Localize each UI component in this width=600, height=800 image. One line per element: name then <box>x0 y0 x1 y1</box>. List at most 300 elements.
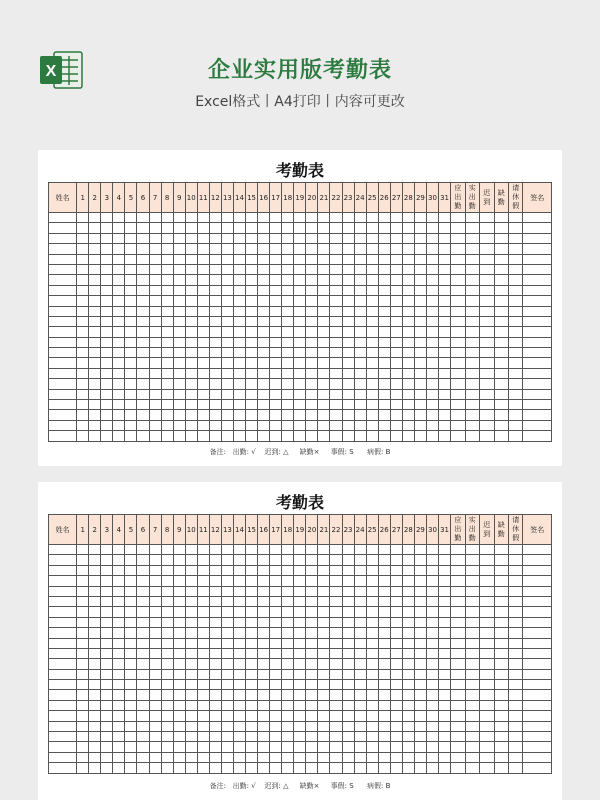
table-cell[interactable] <box>465 358 479 368</box>
table-cell[interactable] <box>402 223 414 233</box>
table-cell[interactable] <box>77 358 89 368</box>
table-cell[interactable] <box>366 763 378 773</box>
table-cell[interactable] <box>480 306 494 316</box>
table-cell[interactable] <box>49 700 77 710</box>
table-cell[interactable] <box>523 659 552 669</box>
table-cell[interactable] <box>113 763 125 773</box>
table-cell[interactable] <box>101 545 113 555</box>
table-cell[interactable] <box>173 316 185 326</box>
table-cell[interactable] <box>137 545 149 555</box>
table-cell[interactable] <box>402 431 414 441</box>
table-cell[interactable] <box>426 285 438 295</box>
table-cell[interactable] <box>330 752 342 762</box>
table-cell[interactable] <box>378 607 390 617</box>
table-cell[interactable] <box>185 306 197 316</box>
table-cell[interactable] <box>209 306 221 316</box>
table-cell[interactable] <box>258 680 270 690</box>
table-cell[interactable] <box>101 431 113 441</box>
table-cell[interactable] <box>318 296 330 306</box>
table-cell[interactable] <box>258 389 270 399</box>
table-cell[interactable] <box>113 420 125 430</box>
table-cell[interactable] <box>426 576 438 586</box>
table-cell[interactable] <box>508 690 522 700</box>
table-cell[interactable] <box>282 576 294 586</box>
table-cell[interactable] <box>439 327 451 337</box>
table-cell[interactable] <box>270 420 282 430</box>
table-cell[interactable] <box>197 400 209 410</box>
table-cell[interactable] <box>294 379 306 389</box>
table-cell[interactable] <box>197 223 209 233</box>
table-cell[interactable] <box>426 400 438 410</box>
table-cell[interactable] <box>342 752 354 762</box>
table-cell[interactable] <box>523 763 552 773</box>
table-cell[interactable] <box>390 213 402 223</box>
table-cell[interactable] <box>77 711 89 721</box>
table-cell[interactable] <box>294 264 306 274</box>
table-cell[interactable] <box>77 420 89 430</box>
table-cell[interactable] <box>246 545 258 555</box>
table-cell[interactable] <box>197 306 209 316</box>
table-cell[interactable] <box>523 358 552 368</box>
table-cell[interactable] <box>294 700 306 710</box>
table-cell[interactable] <box>439 680 451 690</box>
table-cell[interactable] <box>508 628 522 638</box>
table-cell[interactable] <box>77 410 89 420</box>
table-cell[interactable] <box>246 721 258 731</box>
table-cell[interactable] <box>125 596 137 606</box>
table-cell[interactable] <box>294 565 306 575</box>
table-cell[interactable] <box>294 348 306 358</box>
table-cell[interactable] <box>414 327 426 337</box>
table-cell[interactable] <box>378 659 390 669</box>
table-cell[interactable] <box>137 275 149 285</box>
table-cell[interactable] <box>209 607 221 617</box>
table-cell[interactable] <box>402 545 414 555</box>
table-cell[interactable] <box>77 586 89 596</box>
table-cell[interactable] <box>465 306 479 316</box>
table-cell[interactable] <box>330 431 342 441</box>
table-cell[interactable] <box>49 659 77 669</box>
table-cell[interactable] <box>494 721 508 731</box>
table-cell[interactable] <box>465 596 479 606</box>
table-cell[interactable] <box>125 233 137 243</box>
table-cell[interactable] <box>318 275 330 285</box>
table-cell[interactable] <box>270 400 282 410</box>
table-cell[interactable] <box>49 732 77 742</box>
table-cell[interactable] <box>390 337 402 347</box>
table-cell[interactable] <box>149 669 161 679</box>
table-cell[interactable] <box>161 690 173 700</box>
table-cell[interactable] <box>318 576 330 586</box>
table-cell[interactable] <box>439 669 451 679</box>
table-cell[interactable] <box>209 628 221 638</box>
table-cell[interactable] <box>221 721 233 731</box>
table-cell[interactable] <box>480 752 494 762</box>
table-cell[interactable] <box>294 233 306 243</box>
table-cell[interactable] <box>354 264 366 274</box>
table-cell[interactable] <box>508 711 522 721</box>
table-cell[interactable] <box>523 586 552 596</box>
table-cell[interactable] <box>451 586 465 596</box>
table-cell[interactable] <box>89 732 101 742</box>
table-cell[interactable] <box>197 700 209 710</box>
table-cell[interactable] <box>233 264 245 274</box>
table-cell[interactable] <box>306 285 318 295</box>
table-cell[interactable] <box>451 700 465 710</box>
table-cell[interactable] <box>508 700 522 710</box>
table-cell[interactable] <box>258 565 270 575</box>
table-cell[interactable] <box>354 400 366 410</box>
table-cell[interactable] <box>258 410 270 420</box>
table-cell[interactable] <box>465 638 479 648</box>
table-cell[interactable] <box>390 628 402 638</box>
table-cell[interactable] <box>390 742 402 752</box>
table-cell[interactable] <box>439 690 451 700</box>
table-cell[interactable] <box>258 752 270 762</box>
table-cell[interactable] <box>270 596 282 606</box>
table-cell[interactable] <box>49 680 77 690</box>
table-cell[interactable] <box>402 213 414 223</box>
table-cell[interactable] <box>330 721 342 731</box>
table-cell[interactable] <box>185 431 197 441</box>
table-cell[interactable] <box>330 389 342 399</box>
table-cell[interactable] <box>508 213 522 223</box>
table-cell[interactable] <box>258 721 270 731</box>
table-cell[interactable] <box>173 223 185 233</box>
table-cell[interactable] <box>149 244 161 254</box>
table-cell[interactable] <box>390 555 402 565</box>
table-cell[interactable] <box>89 264 101 274</box>
table-cell[interactable] <box>402 316 414 326</box>
table-cell[interactable] <box>494 628 508 638</box>
table-cell[interactable] <box>185 223 197 233</box>
table-cell[interactable] <box>233 545 245 555</box>
table-cell[interactable] <box>270 264 282 274</box>
table-cell[interactable] <box>221 337 233 347</box>
table-cell[interactable] <box>426 711 438 721</box>
table-cell[interactable] <box>508 763 522 773</box>
table-cell[interactable] <box>282 213 294 223</box>
table-cell[interactable] <box>523 732 552 742</box>
table-cell[interactable] <box>282 690 294 700</box>
table-cell[interactable] <box>101 233 113 243</box>
table-cell[interactable] <box>414 296 426 306</box>
table-cell[interactable] <box>233 368 245 378</box>
table-cell[interactable] <box>149 223 161 233</box>
table-cell[interactable] <box>402 254 414 264</box>
table-cell[interactable] <box>414 431 426 441</box>
table-cell[interactable] <box>378 400 390 410</box>
table-cell[interactable] <box>221 348 233 358</box>
table-cell[interactable] <box>426 254 438 264</box>
table-cell[interactable] <box>366 700 378 710</box>
table-cell[interactable] <box>330 617 342 627</box>
table-cell[interactable] <box>258 337 270 347</box>
table-cell[interactable] <box>426 555 438 565</box>
table-cell[interactable] <box>439 254 451 264</box>
table-cell[interactable] <box>294 596 306 606</box>
table-cell[interactable] <box>494 711 508 721</box>
table-cell[interactable] <box>390 711 402 721</box>
table-cell[interactable] <box>233 233 245 243</box>
table-cell[interactable] <box>246 431 258 441</box>
table-cell[interactable] <box>77 680 89 690</box>
table-cell[interactable] <box>270 607 282 617</box>
table-cell[interactable] <box>149 617 161 627</box>
table-cell[interactable] <box>465 732 479 742</box>
table-cell[interactable] <box>221 545 233 555</box>
table-cell[interactable] <box>402 721 414 731</box>
table-cell[interactable] <box>270 306 282 316</box>
table-cell[interactable] <box>366 638 378 648</box>
table-cell[interactable] <box>77 565 89 575</box>
table-cell[interactable] <box>439 358 451 368</box>
table-cell[interactable] <box>426 700 438 710</box>
table-cell[interactable] <box>494 576 508 586</box>
table-cell[interactable] <box>185 628 197 638</box>
table-cell[interactable] <box>318 607 330 617</box>
table-cell[interactable] <box>426 431 438 441</box>
table-cell[interactable] <box>185 545 197 555</box>
table-cell[interactable] <box>173 358 185 368</box>
table-cell[interactable] <box>366 659 378 669</box>
table-cell[interactable] <box>77 285 89 295</box>
table-cell[interactable] <box>378 648 390 658</box>
table-cell[interactable] <box>149 358 161 368</box>
table-cell[interactable] <box>414 420 426 430</box>
table-cell[interactable] <box>101 223 113 233</box>
table-cell[interactable] <box>402 669 414 679</box>
table-cell[interactable] <box>125 700 137 710</box>
table-cell[interactable] <box>318 254 330 264</box>
table-cell[interactable] <box>451 763 465 773</box>
table-cell[interactable] <box>185 638 197 648</box>
table-cell[interactable] <box>233 700 245 710</box>
table-cell[interactable] <box>125 244 137 254</box>
table-cell[interactable] <box>185 648 197 658</box>
table-cell[interactable] <box>354 690 366 700</box>
table-cell[interactable] <box>282 420 294 430</box>
table-cell[interactable] <box>508 607 522 617</box>
table-cell[interactable] <box>209 327 221 337</box>
table-cell[interactable] <box>246 711 258 721</box>
table-cell[interactable] <box>173 379 185 389</box>
table-cell[interactable] <box>465 617 479 627</box>
table-cell[interactable] <box>101 379 113 389</box>
table-cell[interactable] <box>173 732 185 742</box>
table-cell[interactable] <box>523 327 552 337</box>
table-cell[interactable] <box>246 348 258 358</box>
table-cell[interactable] <box>439 296 451 306</box>
table-cell[interactable] <box>523 254 552 264</box>
table-cell[interactable] <box>480 358 494 368</box>
table-cell[interactable] <box>494 648 508 658</box>
table-cell[interactable] <box>378 431 390 441</box>
table-cell[interactable] <box>258 233 270 243</box>
table-cell[interactable] <box>209 348 221 358</box>
table-cell[interactable] <box>465 275 479 285</box>
table-cell[interactable] <box>330 358 342 368</box>
table-cell[interactable] <box>494 223 508 233</box>
table-cell[interactable] <box>221 296 233 306</box>
table-cell[interactable] <box>258 223 270 233</box>
table-cell[interactable] <box>390 680 402 690</box>
table-cell[interactable] <box>209 752 221 762</box>
table-cell[interactable] <box>330 264 342 274</box>
table-cell[interactable] <box>330 607 342 617</box>
table-cell[interactable] <box>318 742 330 752</box>
table-cell[interactable] <box>101 669 113 679</box>
table-cell[interactable] <box>209 254 221 264</box>
table-cell[interactable] <box>318 368 330 378</box>
table-cell[interactable] <box>378 379 390 389</box>
table-cell[interactable] <box>173 213 185 223</box>
table-cell[interactable] <box>494 337 508 347</box>
table-cell[interactable] <box>77 638 89 648</box>
table-cell[interactable] <box>480 669 494 679</box>
table-cell[interactable] <box>137 400 149 410</box>
table-cell[interactable] <box>149 732 161 742</box>
table-cell[interactable] <box>451 648 465 658</box>
table-cell[interactable] <box>258 316 270 326</box>
table-cell[interactable] <box>113 555 125 565</box>
table-cell[interactable] <box>439 264 451 274</box>
table-cell[interactable] <box>149 586 161 596</box>
table-cell[interactable] <box>149 545 161 555</box>
table-cell[interactable] <box>161 711 173 721</box>
table-cell[interactable] <box>508 410 522 420</box>
table-cell[interactable] <box>354 296 366 306</box>
table-cell[interactable] <box>125 327 137 337</box>
table-cell[interactable] <box>294 420 306 430</box>
table-cell[interactable] <box>480 586 494 596</box>
table-cell[interactable] <box>185 711 197 721</box>
table-cell[interactable] <box>221 607 233 617</box>
table-cell[interactable] <box>233 690 245 700</box>
table-cell[interactable] <box>354 254 366 264</box>
table-cell[interactable] <box>451 431 465 441</box>
table-cell[interactable] <box>390 545 402 555</box>
table-cell[interactable] <box>233 400 245 410</box>
table-cell[interactable] <box>233 327 245 337</box>
table-cell[interactable] <box>354 327 366 337</box>
table-cell[interactable] <box>161 555 173 565</box>
table-cell[interactable] <box>378 244 390 254</box>
table-cell[interactable] <box>465 565 479 575</box>
table-cell[interactable] <box>354 576 366 586</box>
table-cell[interactable] <box>221 565 233 575</box>
table-cell[interactable] <box>137 389 149 399</box>
table-cell[interactable] <box>414 565 426 575</box>
table-cell[interactable] <box>77 648 89 658</box>
table-cell[interactable] <box>77 690 89 700</box>
table-cell[interactable] <box>306 389 318 399</box>
table-cell[interactable] <box>480 721 494 731</box>
table-cell[interactable] <box>185 410 197 420</box>
table-cell[interactable] <box>390 690 402 700</box>
table-cell[interactable] <box>173 669 185 679</box>
table-cell[interactable] <box>233 296 245 306</box>
table-cell[interactable] <box>125 752 137 762</box>
table-cell[interactable] <box>342 431 354 441</box>
table-cell[interactable] <box>173 368 185 378</box>
table-cell[interactable] <box>113 576 125 586</box>
table-cell[interactable] <box>125 254 137 264</box>
table-cell[interactable] <box>366 586 378 596</box>
table-cell[interactable] <box>209 721 221 731</box>
table-cell[interactable] <box>137 420 149 430</box>
table-cell[interactable] <box>113 306 125 316</box>
table-cell[interactable] <box>426 752 438 762</box>
table-cell[interactable] <box>378 368 390 378</box>
table-cell[interactable] <box>508 389 522 399</box>
table-cell[interactable] <box>113 732 125 742</box>
table-cell[interactable] <box>149 638 161 648</box>
table-cell[interactable] <box>523 638 552 648</box>
table-cell[interactable] <box>390 285 402 295</box>
table-cell[interactable] <box>306 763 318 773</box>
table-cell[interactable] <box>258 420 270 430</box>
table-cell[interactable] <box>366 316 378 326</box>
table-cell[interactable] <box>439 368 451 378</box>
table-cell[interactable] <box>161 659 173 669</box>
table-cell[interactable] <box>221 638 233 648</box>
table-cell[interactable] <box>258 742 270 752</box>
table-cell[interactable] <box>149 213 161 223</box>
table-cell[interactable] <box>306 742 318 752</box>
table-cell[interactable] <box>185 607 197 617</box>
table-cell[interactable] <box>77 223 89 233</box>
table-cell[interactable] <box>378 565 390 575</box>
table-cell[interactable] <box>480 264 494 274</box>
table-cell[interactable] <box>77 264 89 274</box>
table-cell[interactable] <box>197 431 209 441</box>
table-cell[interactable] <box>77 368 89 378</box>
table-cell[interactable] <box>480 368 494 378</box>
table-cell[interactable] <box>137 296 149 306</box>
table-cell[interactable] <box>439 306 451 316</box>
table-cell[interactable] <box>246 379 258 389</box>
table-cell[interactable] <box>523 565 552 575</box>
table-cell[interactable] <box>465 296 479 306</box>
table-cell[interactable] <box>258 244 270 254</box>
table-cell[interactable] <box>390 316 402 326</box>
table-cell[interactable] <box>414 275 426 285</box>
table-cell[interactable] <box>282 348 294 358</box>
table-cell[interactable] <box>282 389 294 399</box>
table-cell[interactable] <box>233 275 245 285</box>
table-cell[interactable] <box>523 555 552 565</box>
table-cell[interactable] <box>439 721 451 731</box>
table-cell[interactable] <box>233 638 245 648</box>
table-cell[interactable] <box>523 690 552 700</box>
table-cell[interactable] <box>390 389 402 399</box>
table-cell[interactable] <box>414 233 426 243</box>
table-cell[interactable] <box>378 233 390 243</box>
table-cell[interactable] <box>318 400 330 410</box>
table-cell[interactable] <box>89 296 101 306</box>
table-cell[interactable] <box>89 337 101 347</box>
table-cell[interactable] <box>149 565 161 575</box>
table-cell[interactable] <box>439 233 451 243</box>
table-cell[interactable] <box>508 233 522 243</box>
table-cell[interactable] <box>209 296 221 306</box>
table-cell[interactable] <box>173 389 185 399</box>
table-cell[interactable] <box>342 763 354 773</box>
table-cell[interactable] <box>318 545 330 555</box>
table-cell[interactable] <box>185 233 197 243</box>
table-cell[interactable] <box>465 420 479 430</box>
